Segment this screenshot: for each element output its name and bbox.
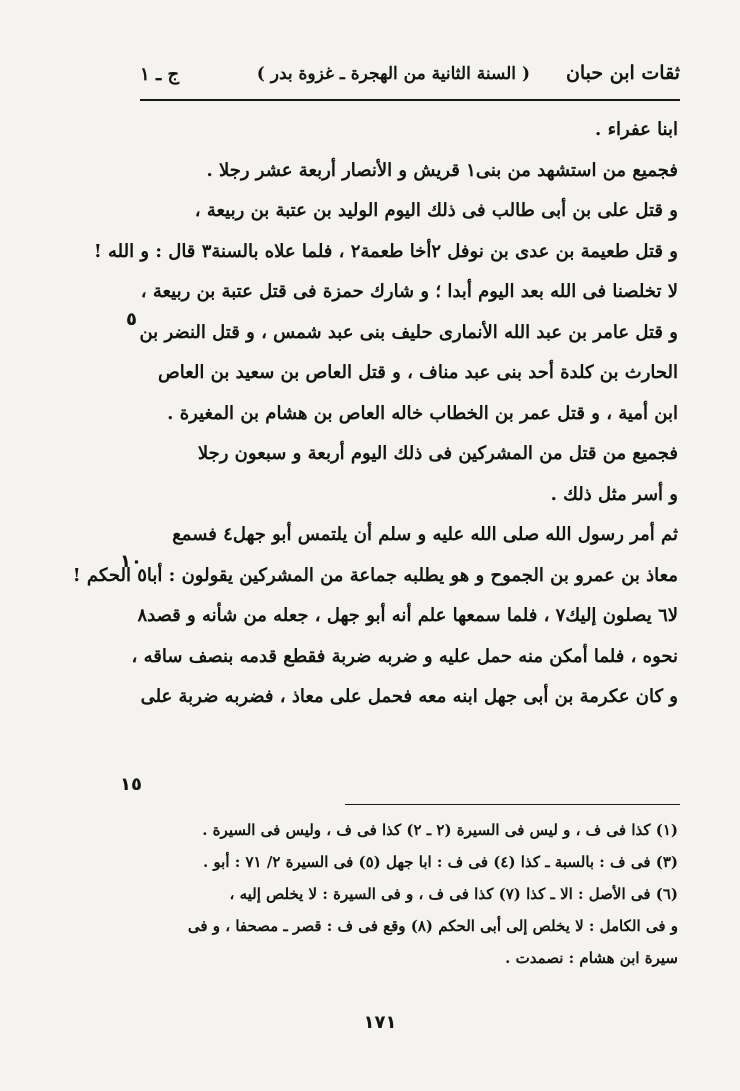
line-number-15: ١٥	[120, 774, 142, 795]
text-line: و أسر مثل ذلك .	[550, 483, 678, 505]
text-line: ابنا عفراء .	[595, 119, 678, 140]
text-line: لا٦ يصلون إليك٧ ، فلما سمعها علم أنه أبو جهل ، جعله من شأنه و قصد٨	[137, 605, 678, 626]
footnote-line: سيرة ابن هشام : نصمدت .	[505, 949, 678, 967]
text-line: و قتل على بن أبى طالب فى ذلك اليوم الوليد بن عتبة بن ربيعة ،	[194, 200, 678, 221]
text-line: و قتل طعيمة بن عدى بن نوفل ٢أخا طعمة٢ ، فلما علاه بالسنة٣ قال : و الله !	[93, 240, 678, 262]
header-rule	[140, 99, 680, 101]
text-line: معاذ بن عمرو بن الجموح و هو يطلبه جماعة من المشركين يقولون : أبا٥ الحكم !	[72, 564, 678, 586]
footnote-line: (٦) فى الأصل : الا ـ كذا (٧) كذا فى ف ، و فى السيرة : لا يخلص إليه ،	[229, 885, 678, 903]
text-line: ثم أمر رسول الله صلى الله عليه و سلم أن يلتمس أبو جهل٤ فسمع	[172, 524, 678, 545]
footnote-line: (١) كذا فى ف ، و ليس فى السيرة (٢ ـ ٢) كذا فى ف ، وليس فى السيرة .	[202, 821, 678, 839]
text-line: ابن أمية ، و قتل عمر بن الخطاب خاله العاص بن هشام بن المغيرة .	[167, 402, 678, 424]
text-line: و كان عكرمة بن أبى جهل ابنه معه فحمل على معاذ ، فضربه ضربة على	[140, 686, 678, 707]
footnotes	[160, 814, 678, 974]
page-number: ١٧١	[363, 1012, 397, 1033]
running-head-title: ثقات ابن حبان	[565, 62, 680, 84]
line-number-5: ٥	[126, 309, 137, 330]
running-head	[140, 62, 680, 92]
line-number-10: ١٠	[120, 551, 142, 572]
text-line: فجميع من استشهد من بنى١ قريش و الأنصار أربعة عشر رجلا .	[206, 159, 678, 181]
running-head-volume: ج ـ ١	[140, 64, 180, 85]
text-line: نحوه ، فلما أمكن منه حمل عليه و ضربه ضربة فقطع قدمه بنصف ساقه ،	[131, 645, 678, 667]
text-line: و قتل عامر بن عبد الله الأنمارى حليف بنى عبد شمس ، و قتل النضر بن	[139, 321, 678, 343]
footnote-line: (٣) فى ف : بالسبة ـ كذا (٤) فى ف : ابا جهل (٥) فى السيرة ٢/ ٧١ : أبو .	[202, 853, 678, 871]
footnote-rule	[345, 804, 680, 805]
running-head-section: ( السنة الثانية من الهجرة ـ غزوة بدر )	[256, 64, 530, 84]
footnote-line: و فى الكامل : لا يخلص إلى أبى الحكم (٨) وقع فى ف : قصر ـ مصحفا ، و فى	[187, 917, 678, 935]
text-line: لا تخلصنا فى الله بعد اليوم أبدا ؛ و شارك حمزة فى قتل عتبة بن ربيعة ،	[140, 281, 678, 302]
text-line: فجميع من قتل من المشركين فى ذلك اليوم أربعة و سبعون رجلا	[197, 443, 678, 464]
text-line: الحارث بن كلدة أحد بنى عبد مناف ، و قتل العاص بن سعيد بن العاص	[157, 362, 678, 383]
